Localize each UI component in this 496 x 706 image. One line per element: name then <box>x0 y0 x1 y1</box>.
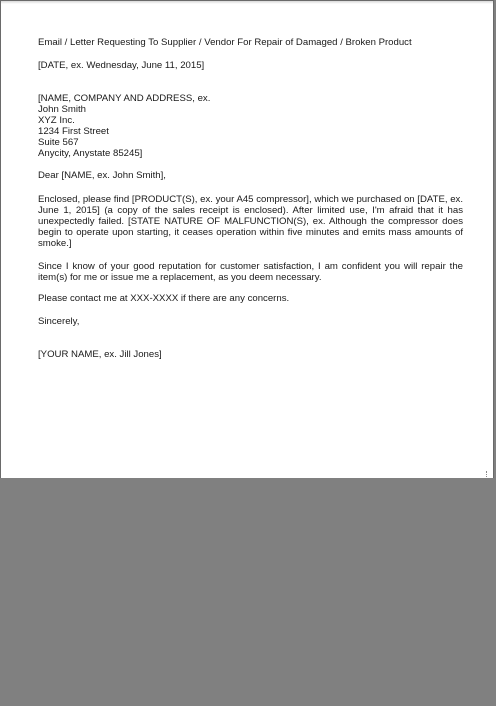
viewer-background <box>0 478 496 706</box>
paragraph-product-failure: Enclosed, please find [PRODUCT(S), ex. your A45 compressor], which we purchased on [DATE, ex. June 1, 2015] (a copy of the sales receipt is enclosed). After limited use, I'm afraid that it has unexpectedly failed. [STATE NATURE OF MALFUNCTION(S), ex. Although the compressor does begin to operate upon starting, it ceases operation within five minutes and emits mass amounts of smoke.] <box>38 194 463 249</box>
signature: [YOUR NAME, ex. Jill Jones] <box>38 349 162 360</box>
salutation: Dear [NAME, ex. John Smith], <box>38 170 166 181</box>
letter-title: Email / Letter Requesting To Supplier / Vendor For Repair of Damaged / Broken Product <box>38 37 412 48</box>
paragraph-request-repair: Since I know of your good reputation for customer satisfaction, I am confident you will repair the item(s) for me or issue me a replacement, as you deem necessary. <box>38 261 463 283</box>
address-line: XYZ Inc. <box>38 115 75 126</box>
page-top-shadow <box>1 1 493 4</box>
address-line: [NAME, COMPANY AND ADDRESS, ex. <box>38 93 211 104</box>
address-line: John Smith <box>38 104 86 115</box>
closing: Sincerely, <box>38 316 80 327</box>
paragraph-contact: Please contact me at XXX-XXXX if there are any concerns. <box>38 293 290 304</box>
letter-date: [DATE, ex. Wednesday, June 11, 2015] <box>38 60 205 71</box>
address-line: Suite 567 <box>38 137 79 148</box>
address-line: Anycity, Anystate 85245] <box>38 148 143 159</box>
address-line: 1234 First Street <box>38 126 109 137</box>
page-resize-mark-icon <box>486 471 491 477</box>
